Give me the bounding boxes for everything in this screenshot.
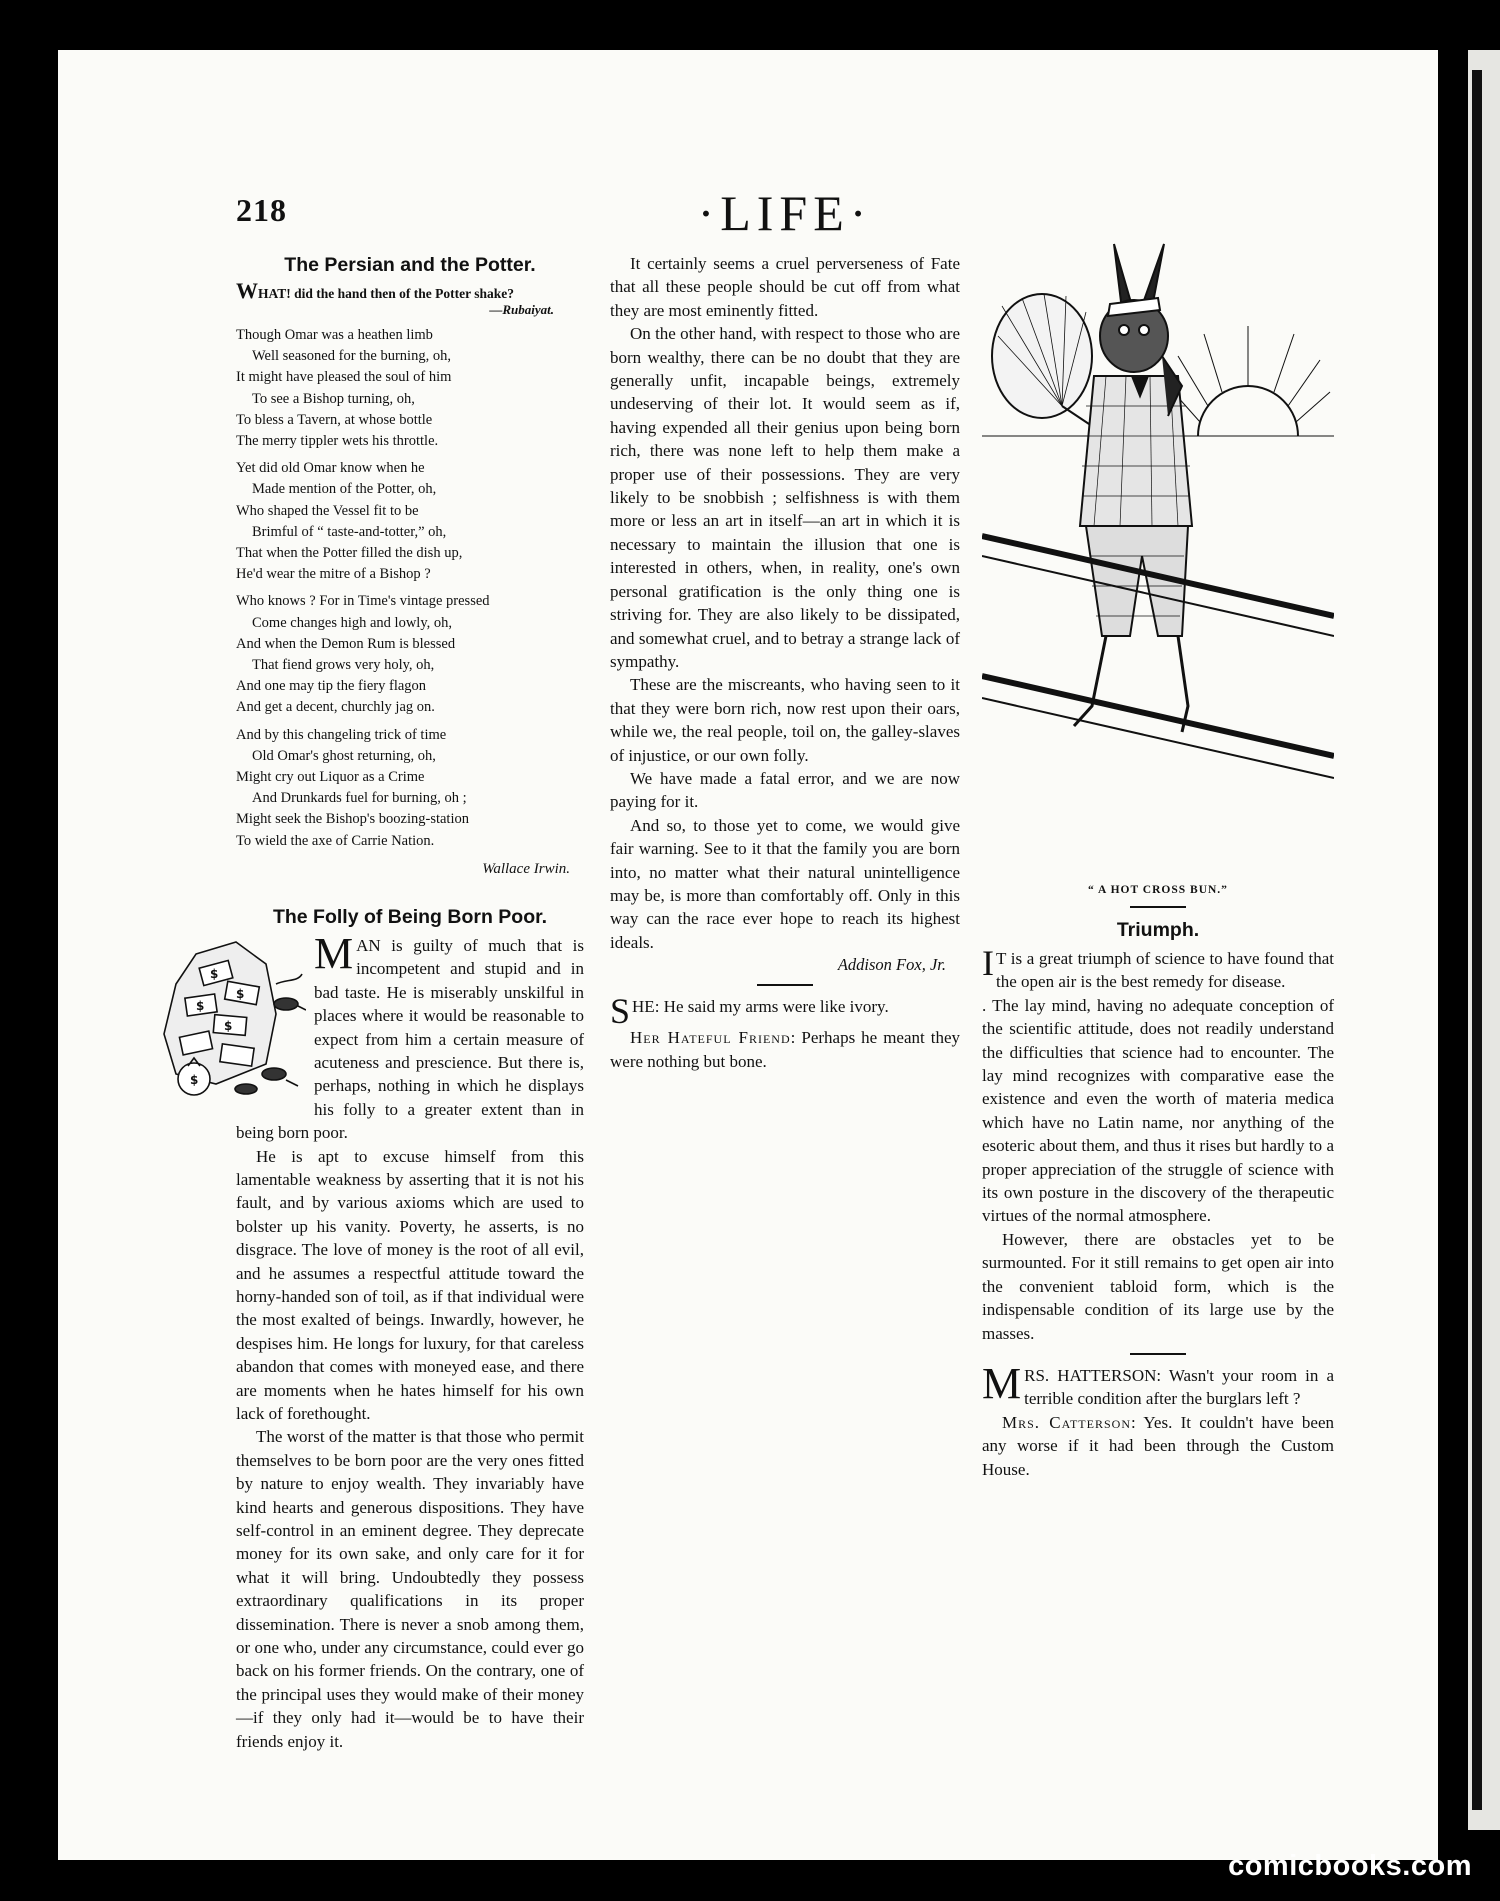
joke-ivory-line-2: Her Hateful Friend: Perhaps he meant they were nothing but bone.: [610, 1028, 961, 1071]
next-page-edge: [1468, 50, 1500, 1830]
essay-paragraph-1: MAN is guilty of much that is incompetent and stupid and in bad taste. He is miserably unskilful in places where it would be reasonable to expect from him a certain measure of acuteness and prescience. But there is, perhaps, nothing in which he displays his folly to a greater extent than in being born poor.: [236, 928, 584, 1143]
masthead-life: ·LIFE·: [697, 185, 873, 241]
source-watermark: comicbooks.com: [1228, 1850, 1472, 1882]
poem-stanza: Though Omar was a heathen limb Well seasoned for the burning, oh, It might have pleased the soul of him To see a Bishop turning, oh, To bless a Tavern, at whose bottle The merry tippler wets his throttle.: [236, 327, 452, 450]
column-2: [610, 252, 960, 1073]
column-3: [982, 246, 1334, 1481]
triumph-paragraph-1: I T is a great triumph of science to have found that the open air is the best remedy for disease.: [982, 943, 1334, 992]
svg-text:$: $: [236, 986, 245, 1001]
essay-paragraph-7: We have made a fatal error, and we are now paying for it.: [610, 768, 960, 812]
column-1: [190, 252, 584, 1753]
cartoon-caption: “ A HOT CROSS BUN.”: [1088, 884, 1228, 896]
essay-title: The Folly of Being Born Poor.: [272, 905, 548, 928]
rabbit-cartoon-illustration: [982, 236, 1334, 876]
svg-text:$: $: [210, 966, 219, 981]
essay-author: Addison Fox, Jr.: [837, 955, 946, 975]
essay-opening: [190, 928, 584, 1145]
essay-paragraph-2: He is apt to excuse himself from this lamentable weakness by asserting that it is not his fault, and by various axioms which are used to bolster up his vanity. Poverty, he asserts, is no disgrace. The love of money is the root of all evil, and he assumes a respectful attitude toward the horny-handed son of toil, as if that individual were the most exalted of beings. Inwardly, however, he despises him. He longs for luxury, for that careless abandon that comes with moneyed ease, and there are moments when he hates himself for his own lack of forethought.: [236, 1146, 584, 1423]
section-divider: [1130, 906, 1186, 908]
poem-author: Wallace Irwin.: [482, 860, 570, 877]
epigraph-attribution: —Rubaiyat.: [489, 302, 554, 317]
svg-text:$: $: [224, 1018, 233, 1033]
page-number: 218: [236, 192, 287, 228]
section-divider: [757, 984, 813, 986]
svg-text:$: $: [190, 1072, 199, 1087]
joke-hatterson-line-1: MRS. HATTERSON: Wasn't your room in a terrible condition after the burglars left ?: [982, 1358, 1334, 1409]
svg-text:$: $: [196, 998, 205, 1013]
joke-hatterson-line-2: Mrs. Catterson: Yes. It couldn't have been any worse if it had been through the Custom House.: [982, 1412, 1334, 1479]
triumph-paragraph-3: However, there are obstacles yet to be surmounted. For it still remains to get open air into the convenient tabloid form, which is the indispensable condition of its large use by the masses.: [982, 1229, 1334, 1343]
essay-paragraph-4: It certainly seems a cruel perverseness of Fate that all these people should be cut off from what they are most eminently fitted.: [610, 254, 960, 320]
poem-stanza: Who knows ? For in Time's vintage pressed Come changes high and lowly, oh, And when the Demon Rum is blessed That fiend grows very holy, oh, And one may tip the fiery flagon And get a decent, churchly jag on.: [236, 593, 490, 716]
poem-epigraph: WHAT! did the hand then of the Potter shake?: [236, 278, 515, 303]
moneybag-rats-illustration: [156, 934, 306, 1104]
essay-paragraph-6: These are the miscreants, who having seen to it that they were born rich, now rest upon their oars, while we, the real people, toil on, the galley-slaves of injustice, or our own folly.: [610, 675, 960, 765]
triumph-paragraph-2: . The lay mind, having no adequate conception of the scientific attitude, does not readily understand the difficulties that science had to encounter. The lay mind recognizes with comparative ease the existence and even the worth of materia medica which have no Latin name, nor anything of the esoteric about them, and thus it rises but hardly to a proper appreciation of the struggle of science with its own posture in the discovery of the therapeutic virtues of the normal atmosphere.: [982, 995, 1334, 1226]
poem-title: The Persian and the Potter.: [284, 254, 536, 276]
joke-ivory-line-1: SHE: He said my arms were like ivory.: [610, 991, 889, 1032]
essay-paragraph-8: And so, to those yet to come, we would give fair warning. See to it that the family you are born into, no matter what their natural unintelligence may be, is more than comfortably off. Only in this way can the race ever hope to reach its highest ideals.: [610, 815, 960, 952]
section-divider: [1130, 1353, 1186, 1355]
essay-paragraph-5: On the other hand, with respect to those who are born wealthy, there can be no doubt that they are generally unfit, incapable beings, extremely undeserving of their lot. It would seem as if, having expended all their genius upon being born rich, there was none left to help them make a proper use of their possessions. They are very likely to be snobbish ; selfishness is with them more or less an art in itself—an art in which it is necessary to maintain the illusion that one is interested in others, when, in reality, one's own personal gratification is the only thing one is striving for. They are also likely to be dissipated, and somewhat cruel, and to betray a strange lack of sympathy.: [610, 324, 960, 671]
essay-paragraph-3: The worst of the matter is that those who permit themselves to be born poor are the very ones fitted by nature to enjoy wealth. They invariably have kind hearts and generous dispositions. They have self-control in an eminent degree. They deprecate money for its own sake, and only care for it for what it will bring. Undoubtedly they possess extraordinary qualifications in its proper dissemination. There is never a snob among them, or one who, under any circumstance, could ever go back on his former friends. On the contrary, one of the principal uses they would make of their money—if they only had it—would be to have their friends enjoy it.: [236, 1427, 584, 1751]
triumph-title: Triumph.: [1116, 919, 1200, 941]
poem-stanza: Yet did old Omar know when he Made mention of the Potter, oh, Who shaped the Vessel fit to be Brimful of “ taste-and-totter,” oh, That when the Potter filled the dish up, He'd wear the mitre of a Bishop ?: [236, 460, 463, 583]
poem-stanza: And by this changeling trick of time Old Omar's ghost returning, oh, Might cry out Liquor as a Crime And Drunkards fuel for burning, oh ; Might seek the Bishop's boozing-station To wield the axe of Carrie Nation.: [236, 726, 469, 849]
